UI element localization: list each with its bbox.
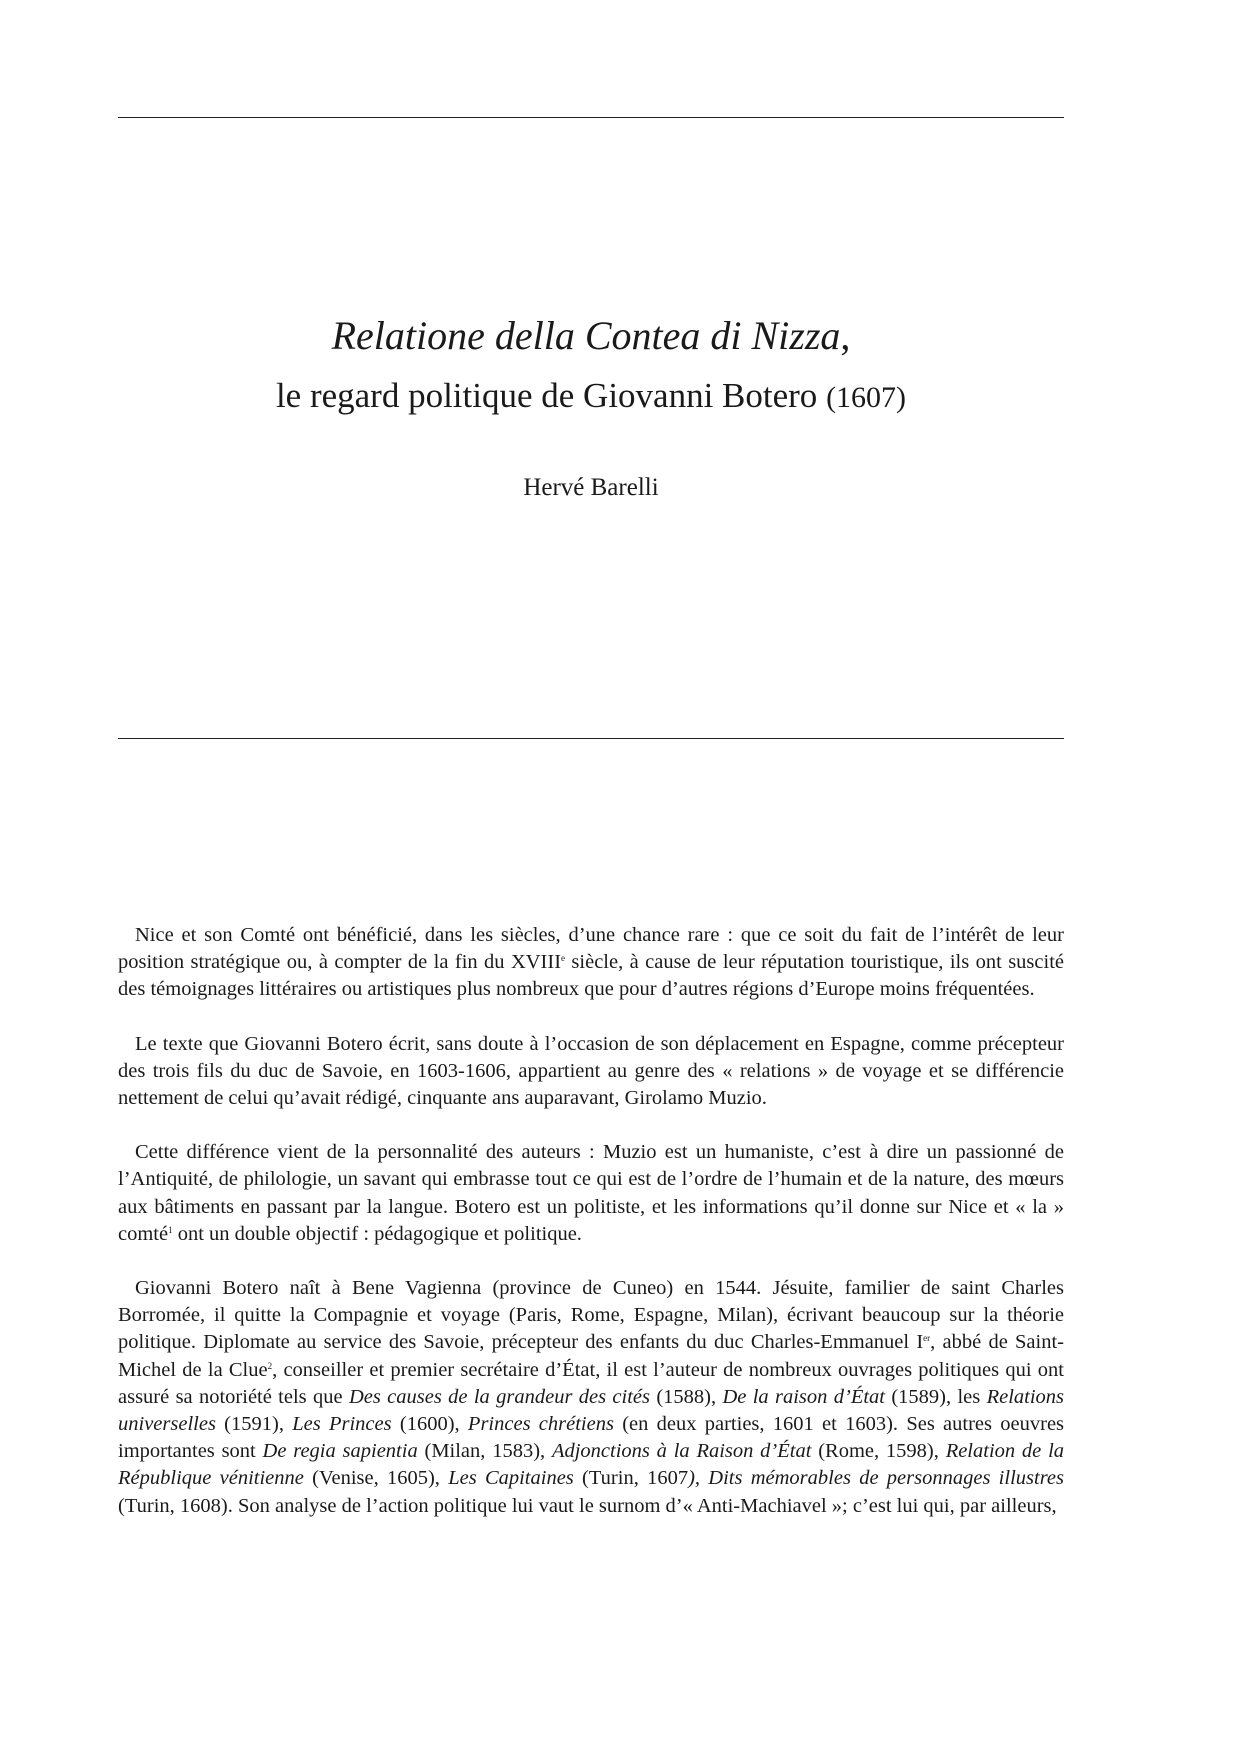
paragraph-4 [118,1275,1064,1520]
p4-text-4: (1588), [650,1385,723,1408]
p4-text-9: (Milan, 1583), [417,1440,552,1463]
paragraph-2: Le texte que Giovanni Botero écrit, sans doute à l’occasion de son déplacement en Espagne, comme précepteur des trois fils du duc de Savoie, en 1603-1606, appartient au genre des « relations » de voyage et se différencie nettement de celui qu’avait rédigé, cinquante ans auparavant, Girolamo Muzio. [118,1032,1064,1110]
p4-text-12: (Turin, 1607 [573,1467,689,1490]
book-title-dits: ), Dits mémorables de personnages illustres [688,1467,1064,1490]
paragraph-1 [118,922,1064,1004]
book-title-causes: Des causes de la grandeur des cités [348,1385,651,1408]
subtitle-main: le regard politique de Giovanni Botero [275,376,827,415]
p3-text-b: ont un double objectif : pédagogique et politique. [172,1222,582,1245]
article-subtitle [118,374,1064,420]
footnote-ref-1: 1 [168,1224,173,1235]
p4-text-3: , conseiller et premier secrétaire d’État, il est l’auteur de nombreux ouvrages politiques qui ont assuré sa notoriété tels que [118,1358,1064,1408]
p1-text-a: Nice et son Comté ont bénéficié, dans les siècles, d’une chance rare : que ce soit du fait de l’intérêt de leur position stratégique ou, à compter de la fin du XVIII [118,924,1064,974]
p4-text-11: (Venise, 1605), [303,1467,449,1490]
book-title-adjonctions: Adjonctions à la Raison d’État [551,1440,812,1463]
p4-text-1: Giovanni Botero naît à Bene Vagienna (province de Cuneo) en 1544. Jésuite, familier de saint Charles Borromée, il quitte la Compagnie et voyage (Paris, Rome, Espagne, Milan), écrivant beaucoup sur la théorie politique. Diplomate au service des Savoie, précepteur des enfants du duc Charles-Emmanuel I [118,1277,1064,1354]
p4-text-10: (Rome, 1598), [811,1440,946,1463]
book-title-princes: Les Princes [292,1413,392,1436]
title-italic: Relatione della Contea di Nizza [331,313,841,358]
p4-text-7: (1600), [391,1413,468,1436]
paragraph-3 [118,1139,1064,1248]
p4-text-13: (Turin, 1608). Son analyse de l’action politique lui vaut le surnom d’« Anti-Machiavel »; c’est lui qui, par ailleurs, [118,1494,1057,1517]
p4-superscript-er: er [923,1333,931,1344]
book-title-republique: Relation de la République vénitienne [118,1440,1065,1490]
p3-text-a: Cette différence vient de la personnalité des auteurs : Muzio est un humaniste, c’est à dire un passionné de l’Antiquité, de philologie, un savant qui embrasse tout ce qui est de l’ordre de l’humain et de la nature, des mœurs aux bâtiments en passant par la langue. Botero est un politiste, et les informations qu’il donne sur Nice et « la » comté [118,1141,1064,1245]
top-rule [118,117,1064,118]
book-title-relations: Relations universelles [118,1385,1065,1436]
p4-text-6: (1591), [215,1413,293,1436]
book-title-princes-chretiens: Princes chrétiens [467,1413,614,1436]
footnote-ref-2: 2 [267,1360,273,1371]
book-title-capitaines: Les Capitaines [448,1467,574,1490]
p1-superscript: e [561,953,566,964]
p4-text-5: (1589), les [885,1385,987,1408]
p4-text-2: , abbé de Saint-Michel de la Clue [118,1331,1064,1381]
title-comma: , [840,313,851,358]
p1-text-b: siècle, à cause de leur réputation touristique, ils ont suscité des témoignages littéraires ou artistiques plus nombreux que pour d’autres régions d’Europe moins fréquentées. [118,951,1064,1001]
p4-text-8: (en deux parties, 1601 et 1603). Ses autres oeuvres importantes sont [118,1413,1065,1463]
book-title-regia: De regia sapientia [262,1440,418,1463]
book-title-raison: De la raison d’État [722,1385,885,1408]
author-name: Hervé Barelli [523,474,659,501]
article-title [118,312,1064,360]
subtitle-year: (1607) [826,381,907,414]
article-body [118,922,1064,1520]
bottom-rule [118,738,1064,739]
